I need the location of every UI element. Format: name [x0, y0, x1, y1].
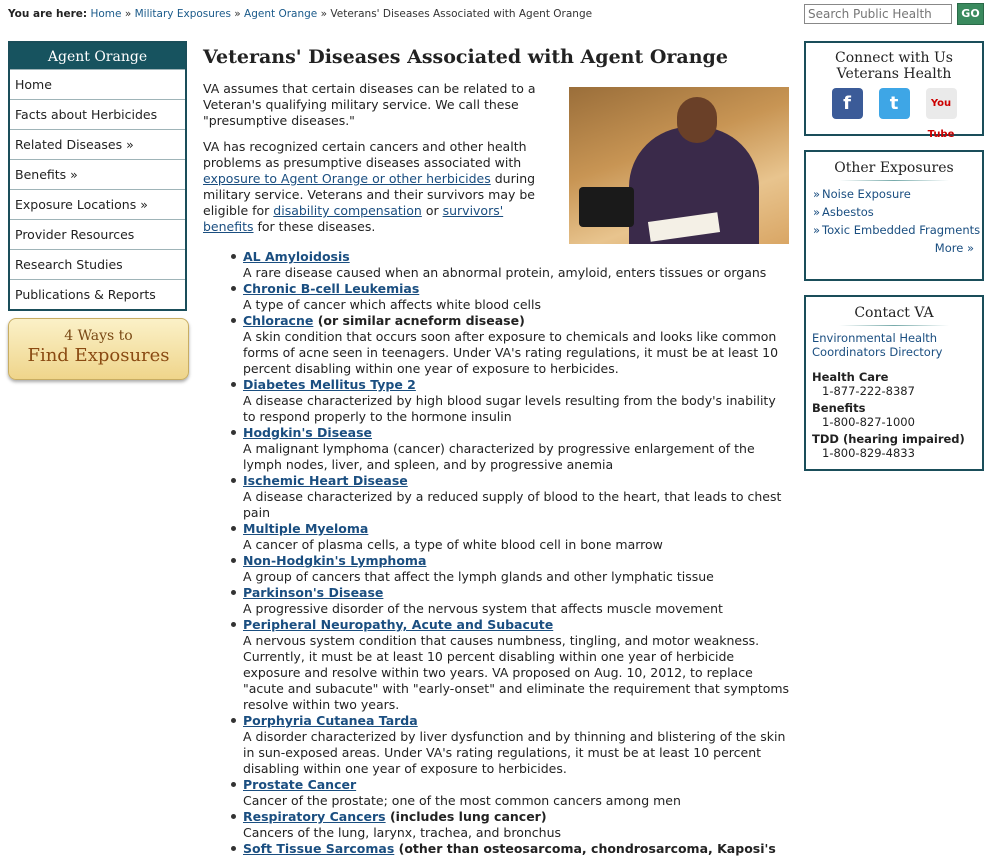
list-item	[243, 777, 791, 809]
disease-link[interactable]: Peripheral Neuropathy, Acute and Subacute	[243, 617, 554, 632]
youtube-icon[interactable]: You Tube	[926, 88, 957, 119]
disease-description: A disease characterized by high blood sugar levels resulting from the body's inability to respond properly to the hormone insulin	[243, 393, 776, 424]
list-item	[243, 249, 791, 281]
breadcrumb	[8, 8, 788, 24]
list-item	[243, 617, 791, 713]
promo-line2: Find Exposures	[27, 345, 170, 366]
facebook-icon[interactable]: f	[832, 88, 863, 119]
left-navigation	[8, 41, 187, 311]
leftnav-item-facts-about-herbicides[interactable]: Facts about Herbicides	[10, 99, 185, 129]
other-exposures-list	[813, 187, 982, 237]
breadcrumb-separator: »	[320, 8, 328, 20]
main-content	[203, 43, 793, 856]
disease-link[interactable]: Hodgkin's Disease	[243, 425, 372, 440]
disease-description: A skin condition that occurs soon after exposure to chemicals and looks like common forms of acne seen in teenagers. Under VA's rating regulations, it must be at least 10 percent disabling within one year of exposure to herbicides.	[243, 329, 779, 376]
disease-link[interactable]: Chronic B-cell Leukemias	[243, 281, 420, 296]
disease-description: Cancers of the lung, larynx, trachea, and bronchus	[243, 825, 562, 840]
leftnav-item-home[interactable]: Home	[10, 69, 185, 99]
disease-link[interactable]: Chloracne	[243, 313, 314, 328]
page-title: Veterans' Diseases Associated with Agent Orange	[203, 46, 728, 68]
twitter-icon[interactable]: t	[879, 88, 910, 119]
disease-link[interactable]: Parkinson's Disease	[243, 585, 384, 600]
promo-line1: 4 Ways to	[64, 328, 133, 344]
intro-text-b: during military service. Veterans and their survivors may be eligible for	[203, 171, 536, 218]
intro-paragraph-2	[203, 139, 553, 235]
contact-label: TDD (hearing impaired)	[812, 432, 965, 446]
contact-label: Benefits	[812, 401, 866, 415]
list-item	[243, 313, 791, 377]
list-item	[243, 553, 791, 585]
disease-description: Cancer of the prostate; one of the most common cancers among men	[243, 793, 681, 808]
disease-link[interactable]: Respiratory Cancers	[243, 809, 386, 824]
leftnav-title: Agent Orange	[10, 43, 185, 69]
disease-link[interactable]: Non-Hodgkin's Lymphoma	[243, 553, 427, 568]
contact-title: Contact VA	[854, 305, 934, 321]
connect-title: Connect with Us Veterans Health	[835, 50, 953, 82]
disease-description: A disorder characterized by liver dysfunction and by thinning and blistering of the skin in sun-exposed areas. Under VA's rating regulations, it must be at least 10 percent disabling within one year of exposure to herbicides.	[243, 729, 786, 776]
social-links	[806, 88, 982, 140]
intro-paragraph-1: VA assumes that certain diseases can be related to a Veteran's qualifying military service. We call these "presumptive diseases."	[203, 81, 536, 128]
disease-link[interactable]: Ischemic Heart Disease	[243, 473, 408, 488]
divider	[839, 325, 949, 326]
contact-number: 1-800-829-4833	[822, 445, 915, 460]
disease-description: A disease characterized by a reduced supply of blood to the heart, that leads to chest pain	[243, 489, 782, 520]
disease-description: A progressive disorder of the nervous system that affects muscle movement	[243, 601, 723, 616]
list-item	[243, 281, 791, 313]
breadcrumb-current: Veterans' Diseases Associated with Agent Orange	[330, 8, 593, 20]
connect-with-us-box	[804, 41, 984, 140]
breadcrumb-agent-orange[interactable]: Agent Orange	[244, 8, 318, 20]
contact-number: 1-800-827-1000	[822, 414, 915, 429]
breadcrumb-separator: »	[124, 8, 132, 20]
disease-qualifier: (includes lung cancer)	[385, 809, 547, 824]
more-exposures-link[interactable]: More »	[934, 241, 974, 255]
disease-description: A malignant lymphoma (cancer) characterized by progressive enlargement of the lymph nodes, liver, and spleen, and by progressive anemia	[243, 441, 755, 472]
disease-qualifier: (other than osteosarcoma, chondrosarcoma, Kaposi's	[394, 841, 776, 856]
disease-description: A rare disease caused when an abnormal protein, amyloid, enters tissues or organs	[243, 265, 767, 280]
leftnav-item-exposure-locations[interactable]: Exposure Locations »	[10, 189, 185, 219]
disease-list	[243, 249, 791, 857]
breadcrumb-separator: »	[234, 8, 241, 20]
find-exposures-promo-button[interactable]	[8, 318, 189, 380]
contact-va-box	[804, 295, 984, 471]
leftnav-item-benefits[interactable]: Benefits »	[10, 159, 185, 189]
coordinators-directory-link[interactable]: Environmental Health Coordinators Directory	[812, 331, 943, 359]
disability-compensation-link[interactable]: disability compensation	[273, 203, 422, 218]
list-item	[243, 377, 791, 425]
breadcrumb-prefix: You are here:	[8, 8, 88, 20]
other-exposure-link-noise[interactable]: » Noise Exposure	[813, 187, 982, 201]
divider	[839, 180, 949, 181]
disease-description: A nervous system condition that causes numbness, tingling, and motor weakness. Currently, it must be at least 10 percent disabling within one year of herbicide exposure and resolve within two years. VA proposed on Aug. 10, 2012, to replace "acute and subacute" with "early-onset" and eliminate the requirement that symptoms resolve within two years.	[243, 633, 790, 712]
disease-link[interactable]: Soft Tissue Sarcomas	[243, 841, 395, 856]
agent-orange-exposure-link[interactable]: exposure to Agent Orange or other herbicides	[203, 171, 491, 186]
leftnav-item-publications-reports[interactable]: Publications & Reports	[10, 279, 185, 309]
other-exposures-box	[804, 150, 984, 281]
contact-number: 1-877-222-8387	[822, 383, 915, 398]
search-input[interactable]	[804, 4, 952, 24]
list-item	[243, 521, 791, 553]
intro-text-d: for these diseases.	[253, 219, 376, 234]
photo-glucose-kit	[579, 187, 634, 227]
list-item	[243, 841, 791, 857]
disease-description: A cancer of plasma cells, a type of white blood cell in bone marrow	[243, 537, 663, 552]
leftnav-item-related-diseases[interactable]: Related Diseases »	[10, 129, 185, 159]
veteran-photo	[569, 87, 789, 244]
list-item	[243, 713, 791, 777]
disease-link[interactable]: Porphyria Cutanea Tarda	[243, 713, 418, 728]
disease-description: A type of cancer which affects white blood cells	[243, 297, 541, 312]
disease-description: A group of cancers that affect the lymph glands and other lymphatic tissue	[243, 569, 714, 584]
breadcrumb-military-exposures[interactable]: Military Exposures	[134, 8, 231, 20]
disease-link[interactable]: Multiple Myeloma	[243, 521, 369, 536]
breadcrumb-home[interactable]: Home	[90, 8, 122, 20]
intro-text	[203, 81, 553, 235]
list-item	[243, 425, 791, 473]
contact-details	[806, 332, 982, 460]
disease-link[interactable]: Prostate Cancer	[243, 777, 357, 792]
intro-text-c: or	[421, 203, 443, 218]
list-item	[243, 473, 791, 521]
contact-label: Health Care	[812, 370, 889, 384]
other-exposure-link-fragments[interactable]: » Toxic Embedded Fragments	[813, 223, 982, 237]
disease-link[interactable]: AL Amyloidosis	[243, 249, 350, 264]
list-item	[243, 809, 791, 841]
disease-link[interactable]: Diabetes Mellitus Type 2	[243, 377, 416, 392]
list-item	[243, 585, 791, 617]
disease-qualifier: (or similar acneform disease)	[313, 313, 525, 328]
leftnav-item-research-studies[interactable]: Research Studies	[10, 249, 185, 279]
search-go-button[interactable]: GO	[957, 3, 984, 25]
leftnav-item-provider-resources[interactable]: Provider Resources	[10, 219, 185, 249]
other-exposures-title: Other Exposures	[834, 160, 954, 176]
intro-text-a: VA has recognized certain cancers and other health problems as presumptive diseases associated with	[203, 139, 527, 170]
survivors-benefits-link[interactable]: survivors' benefits	[203, 203, 504, 234]
photo-head	[677, 97, 717, 143]
other-exposure-link-asbestos[interactable]: » Asbestos	[813, 205, 982, 219]
